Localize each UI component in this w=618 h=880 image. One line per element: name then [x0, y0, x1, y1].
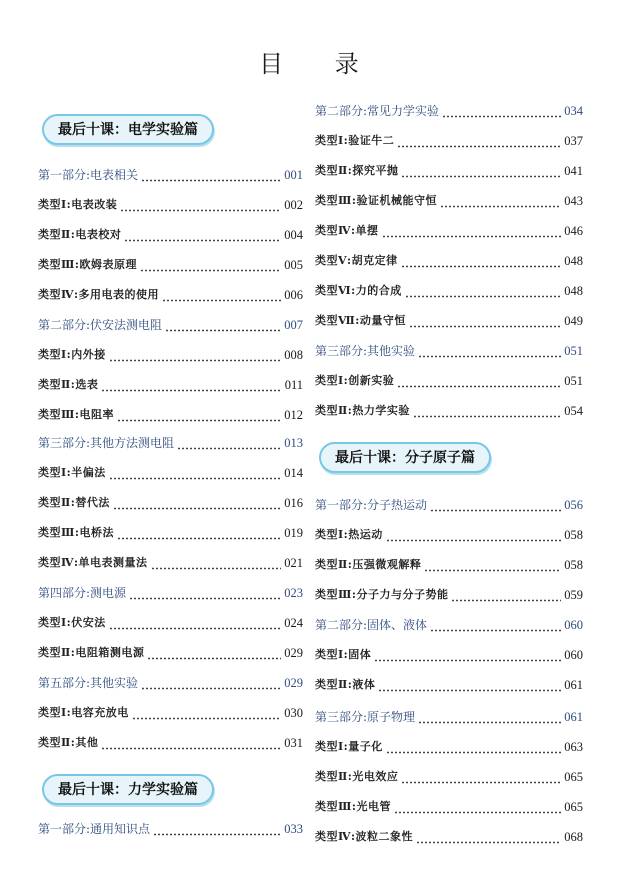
page-number: 013	[284, 436, 303, 450]
dot-leader	[374, 651, 561, 662]
entry-label: 第二部分:常见力学实验	[315, 104, 440, 118]
page-number: 004	[284, 228, 303, 242]
entry-label: 类型Ⅰ:创新实验	[315, 374, 395, 387]
dot-leader	[397, 137, 561, 148]
page-number: 065	[564, 770, 583, 784]
toc-item-entry[interactable]	[38, 732, 303, 750]
dot-leader	[109, 351, 282, 362]
page-number: 034	[564, 104, 583, 118]
page-number: 049	[564, 314, 583, 328]
toc-item-entry[interactable]	[38, 522, 303, 540]
entry-label: 类型Ⅶ:动量守恒	[315, 314, 406, 327]
entry-label: 类型Ⅱ:其他	[38, 736, 99, 749]
toc-part-entry[interactable]	[38, 582, 303, 600]
entry-label: 第三部分:其他方法测电阻	[38, 436, 175, 450]
page-number: 001	[284, 168, 303, 182]
entry-label: 类型Ⅳ:单摆	[315, 224, 379, 237]
entry-label: 类型Ⅱ:压强微观解释	[315, 558, 422, 571]
dot-leader	[430, 501, 561, 512]
dot-leader	[117, 411, 281, 422]
entry-label: 类型Ⅰ:量子化	[315, 740, 383, 753]
page-number: 029	[284, 676, 303, 690]
dot-leader	[124, 231, 281, 242]
dot-leader	[141, 171, 281, 182]
page-number: 065	[564, 800, 583, 814]
dot-leader	[101, 381, 281, 392]
entry-label: 类型Ⅰ:内外接	[38, 348, 106, 361]
toc-item-entry[interactable]	[315, 370, 583, 388]
page-number: 059	[564, 588, 583, 602]
dot-leader	[141, 679, 281, 690]
dot-leader	[401, 167, 561, 178]
entry-label: 类型Ⅲ:分子力与分子势能	[315, 588, 449, 601]
toc-item-entry[interactable]	[38, 194, 303, 212]
dot-leader	[382, 227, 562, 238]
toc-item-entry[interactable]	[315, 766, 583, 784]
toc-item-entry[interactable]	[38, 552, 303, 570]
toc-item-entry[interactable]	[315, 400, 583, 418]
toc-item-entry[interactable]	[38, 404, 303, 422]
entry-label: 类型Ⅳ:多用电表的使用	[38, 288, 160, 301]
toc-item-entry[interactable]	[315, 220, 583, 238]
entry-label: 类型Ⅱ:热力学实验	[315, 404, 410, 417]
toc-part-entry[interactable]	[315, 340, 583, 358]
toc-part-entry[interactable]	[38, 672, 303, 690]
entry-label: 类型Ⅲ:光电管	[315, 800, 391, 813]
toc-item-entry[interactable]	[38, 702, 303, 720]
page-number: 054	[564, 404, 583, 418]
entry-label: 类型Ⅱ:探究平抛	[315, 164, 399, 177]
dot-leader	[109, 619, 282, 630]
dot-leader	[147, 649, 281, 660]
entry-label: 类型Ⅲ:验证机械能守恒	[315, 194, 437, 207]
page-number: 041	[564, 164, 583, 178]
toc-part-entry[interactable]	[315, 706, 583, 724]
page-number: 060	[564, 648, 583, 662]
toc-part-entry[interactable]	[38, 164, 303, 182]
entry-label: 类型Ⅱ:电阻箱测电源	[38, 646, 145, 659]
entry-label: 第一部分:通用知识点	[38, 822, 151, 836]
page-number: 030	[284, 706, 303, 720]
toc-item-entry[interactable]	[315, 190, 583, 208]
dot-leader	[120, 201, 281, 212]
section-badge: 最后十课：分子原子篇	[319, 442, 491, 473]
toc-part-entry[interactable]	[38, 818, 303, 836]
entry-label: 类型Ⅱ:电表校对	[38, 228, 122, 241]
page-number: 008	[284, 348, 303, 362]
toc-item-entry[interactable]	[315, 310, 583, 328]
section-badge: 最后十课：电学实验篇	[42, 114, 214, 145]
dot-leader	[413, 407, 561, 418]
dot-leader	[109, 469, 282, 480]
page-number: 060	[564, 618, 583, 632]
page-number: 061	[564, 710, 583, 724]
dot-leader	[416, 833, 561, 844]
entry-label: 第四部分:测电源	[38, 586, 127, 600]
dot-leader	[165, 321, 281, 332]
page-title: 目 录	[259, 50, 381, 78]
page-number: 051	[564, 374, 583, 388]
entry-label: 第一部分:分子热运动	[315, 498, 428, 512]
page-number: 037	[564, 134, 583, 148]
dot-leader	[451, 591, 561, 602]
toc-item-entry[interactable]	[38, 492, 303, 510]
dot-leader	[430, 621, 561, 632]
entry-label: 类型Ⅰ:伏安法	[38, 616, 106, 629]
toc-item-entry[interactable]	[315, 644, 583, 662]
entry-label: 类型Ⅱ:液体	[315, 678, 376, 691]
toc-item-entry[interactable]	[315, 250, 583, 268]
dot-leader	[442, 107, 561, 118]
entry-label: 类型Ⅰ:热运动	[315, 528, 383, 541]
entry-label: 类型Ⅰ:电容充放电	[38, 706, 129, 719]
toc-part-entry[interactable]	[315, 100, 583, 118]
section-badge: 最后十课：力学实验篇	[42, 774, 214, 805]
entry-label: 类型Ⅲ:电阻率	[38, 408, 114, 421]
toc-part-entry[interactable]	[38, 314, 303, 332]
page-number: 058	[564, 528, 583, 542]
entry-label: 类型Ⅱ:光电效应	[315, 770, 399, 783]
dot-leader	[140, 261, 281, 272]
dot-leader	[418, 347, 561, 358]
entry-label: 类型Ⅰ:固体	[315, 648, 372, 661]
page-number: 019	[284, 526, 303, 540]
entry-label: 类型Ⅰ:电表改装	[38, 198, 118, 211]
toc-item-entry[interactable]	[38, 284, 303, 302]
page-number: 029	[284, 646, 303, 660]
page-number: 006	[284, 288, 303, 302]
page-number: 048	[564, 284, 583, 298]
page-number: 068	[564, 830, 583, 844]
toc-item-entry[interactable]	[38, 254, 303, 272]
page-number: 043	[564, 194, 583, 208]
entry-label: 类型Ⅲ:欧姆表原理	[38, 258, 137, 271]
dot-leader	[397, 377, 561, 388]
page-number: 048	[564, 254, 583, 268]
page-number: 063	[564, 740, 583, 754]
entry-label: 第三部分:原子物理	[315, 710, 416, 724]
page-number: 014	[284, 466, 303, 480]
toc-item-entry[interactable]	[315, 524, 583, 542]
entry-label: 类型Ⅱ:选表	[38, 378, 99, 391]
page-number: 031	[284, 736, 303, 750]
entry-label: 类型Ⅰ:验证牛二	[315, 134, 395, 147]
dot-leader	[418, 713, 561, 724]
entry-label: 第五部分:其他实验	[38, 676, 139, 690]
entry-label: 类型Ⅲ:电桥法	[38, 526, 114, 539]
toc-item-entry[interactable]	[38, 642, 303, 660]
dot-leader	[386, 743, 562, 754]
dot-leader	[129, 589, 281, 600]
toc-item-entry[interactable]	[315, 280, 583, 298]
toc-item-entry[interactable]	[315, 796, 583, 814]
entry-label: 类型Ⅳ:波粒二象性	[315, 830, 414, 843]
page-number: 023	[284, 586, 303, 600]
entry-label: 类型Ⅴ:胡克定律	[315, 254, 398, 267]
entry-label: 第二部分:伏安法测电阻	[38, 318, 163, 332]
entry-label: 类型Ⅰ:半偏法	[38, 466, 106, 479]
toc-item-entry[interactable]	[38, 462, 303, 480]
toc-item-entry[interactable]	[38, 612, 303, 630]
dot-leader	[151, 559, 282, 570]
toc-item-entry[interactable]	[315, 584, 583, 602]
page-number: 033	[284, 822, 303, 836]
toc-item-entry[interactable]	[315, 826, 583, 844]
dot-leader	[386, 531, 562, 542]
dot-leader	[401, 773, 561, 784]
entry-label: 类型Ⅳ:单电表测量法	[38, 556, 148, 569]
entry-label: 第一部分:电表相关	[38, 168, 139, 182]
dot-leader	[117, 529, 281, 540]
page-number: 002	[284, 198, 303, 212]
toc-item-entry[interactable]	[38, 344, 303, 362]
page-number: 051	[564, 344, 583, 358]
dot-leader	[177, 439, 281, 450]
toc-item-entry[interactable]	[315, 554, 583, 572]
toc-part-entry[interactable]	[315, 494, 583, 512]
entry-label: 第三部分:其他实验	[315, 344, 416, 358]
toc-item-entry[interactable]	[315, 736, 583, 754]
dot-leader	[440, 197, 561, 208]
toc-item-entry[interactable]	[315, 130, 583, 148]
page-number: 056	[564, 498, 583, 512]
toc-part-entry[interactable]	[38, 432, 303, 450]
page-number: 061	[564, 678, 583, 692]
page-number: 024	[284, 616, 303, 630]
page-number: 012	[284, 408, 303, 422]
entry-label: 第二部分:固体、液体	[315, 618, 428, 632]
page-number: 046	[564, 224, 583, 238]
dot-leader	[378, 681, 561, 692]
dot-leader	[405, 287, 562, 298]
dot-leader	[162, 291, 281, 302]
entry-label: 类型Ⅵ:力的合成	[315, 284, 402, 297]
page-number: 021	[284, 556, 303, 570]
dot-leader	[401, 257, 562, 268]
dot-leader	[132, 709, 282, 720]
page-number: 016	[284, 496, 303, 510]
dot-leader	[409, 317, 561, 328]
toc-item-entry[interactable]	[315, 160, 583, 178]
entry-label: 类型Ⅱ:替代法	[38, 496, 110, 509]
page-number: 007	[284, 318, 303, 332]
dot-leader	[424, 561, 561, 572]
page-number: 011	[284, 378, 303, 392]
page-number: 005	[284, 258, 303, 272]
page-number: 058	[564, 558, 583, 572]
dot-leader	[153, 825, 281, 836]
toc-item-entry[interactable]	[38, 374, 303, 392]
dot-leader	[394, 803, 561, 814]
dot-leader	[101, 739, 281, 750]
toc-part-entry[interactable]	[315, 614, 583, 632]
dot-leader	[113, 499, 281, 510]
toc-item-entry[interactable]	[38, 224, 303, 242]
toc-item-entry[interactable]	[315, 674, 583, 692]
